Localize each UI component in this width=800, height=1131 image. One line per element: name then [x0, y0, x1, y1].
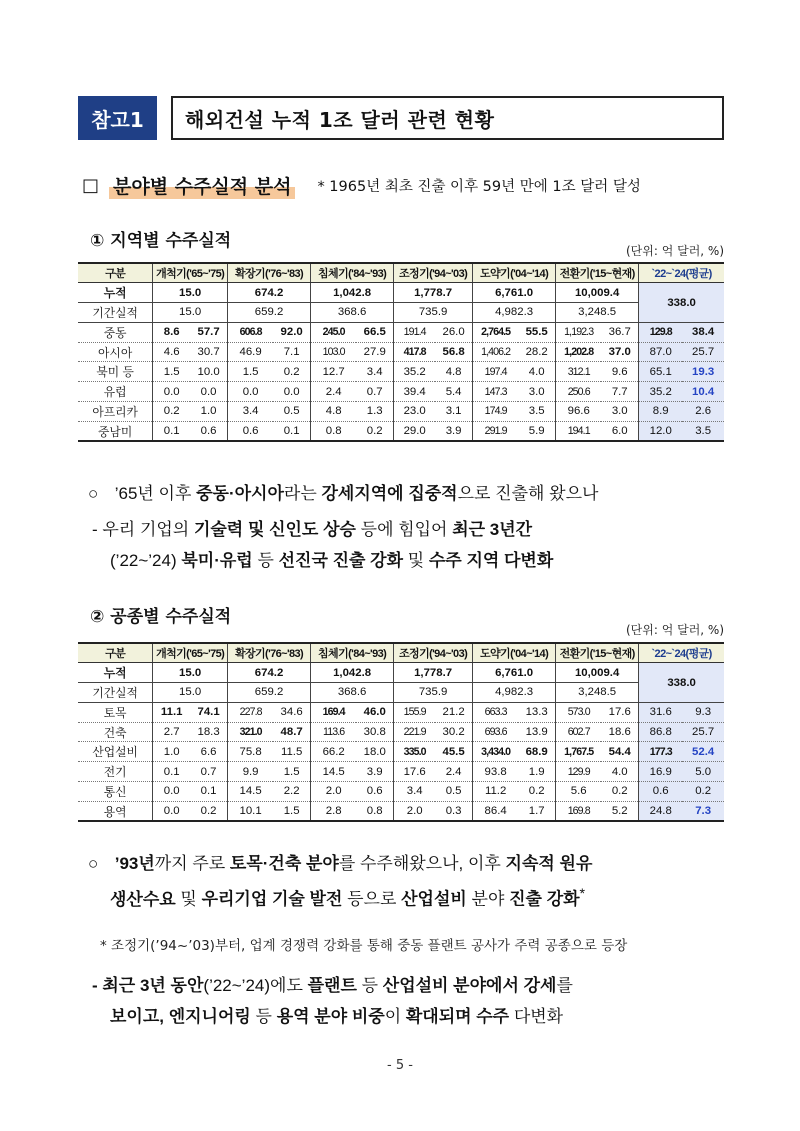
total-cell: 674.2 [228, 283, 311, 303]
value-cell: 0.0 [153, 382, 190, 402]
period-cell: 368.6 [311, 303, 394, 323]
table-row [78, 382, 724, 402]
table-row [78, 402, 724, 422]
row-label: 산업설비 [78, 742, 153, 762]
value-cell: 129.8 [639, 322, 683, 342]
value-cell: 24.8 [639, 801, 683, 821]
value-cell: 0.0 [153, 782, 190, 802]
value-cell: 26.0 [435, 322, 472, 342]
value-cell: 9.3 [682, 702, 724, 722]
value-cell: 1,767.5 [556, 742, 602, 762]
value-cell: 2.7 [153, 722, 190, 742]
value-cell: 312.1 [556, 362, 602, 382]
value-cell: 57.7 [190, 322, 227, 342]
row-label: 건축 [78, 722, 153, 742]
table1-unit: (단위: 억 달러, %) [625, 244, 724, 258]
value-cell: 30.7 [190, 342, 227, 362]
total-cell: 10,009.4 [556, 663, 639, 683]
value-cell: 19.3 [682, 362, 724, 382]
value-cell: 86.8 [639, 722, 683, 742]
value-cell: 3.5 [682, 421, 724, 441]
value-cell: 3.0 [518, 382, 555, 402]
value-cell: 6.0 [601, 421, 638, 441]
value-cell: 1.9 [518, 762, 555, 782]
row-label: 용역 [78, 801, 153, 821]
value-cell: 86.4 [473, 801, 519, 821]
value-cell: 4.8 [311, 402, 357, 422]
value-cell: 66.2 [311, 742, 357, 762]
value-cell: 93.8 [473, 762, 519, 782]
column-header: 구분 [78, 263, 153, 283]
value-cell: 602.7 [556, 722, 602, 742]
value-cell: 0.2 [682, 782, 724, 802]
row-label: 기간실적 [78, 683, 153, 703]
value-cell: 129.9 [556, 762, 602, 782]
value-cell: 1.5 [273, 762, 310, 782]
value-cell: 0.1 [273, 421, 310, 441]
value-cell: 1.3 [356, 402, 393, 422]
value-cell: 1,202.8 [556, 342, 602, 362]
value-cell: 6.6 [190, 742, 227, 762]
value-cell: 169.4 [311, 702, 357, 722]
value-cell: 0.8 [311, 421, 357, 441]
value-cell: 16.9 [639, 762, 683, 782]
value-cell: 0.6 [639, 782, 683, 802]
column-header: 침체기('84~'93) [311, 643, 394, 663]
value-cell: 35.2 [639, 382, 683, 402]
total-cell: 6,761.0 [473, 663, 556, 683]
value-cell: 29.0 [394, 421, 436, 441]
value-cell: 0.0 [153, 801, 190, 821]
value-cell: 194.1 [556, 421, 602, 441]
value-cell: 663.3 [473, 702, 519, 722]
value-cell: 4.6 [153, 342, 190, 362]
value-cell: 14.5 [228, 782, 274, 802]
period-cell: 735.9 [394, 303, 473, 323]
value-cell: 113.6 [311, 722, 357, 742]
value-cell: 10.4 [682, 382, 724, 402]
value-cell: 417.8 [394, 342, 436, 362]
value-cell: 3.4 [228, 402, 274, 422]
value-cell: 1.5 [228, 362, 274, 382]
value-cell: 30.2 [435, 722, 472, 742]
table-row [78, 742, 724, 762]
period-cell: 4,982.3 [473, 303, 556, 323]
table2-heading: ② 공종별 수주실적 [90, 607, 232, 627]
total-cell: 15.0 [153, 283, 228, 303]
value-cell: 96.6 [556, 402, 602, 422]
value-cell: 17.6 [394, 762, 436, 782]
value-cell: 74.1 [190, 702, 227, 722]
value-cell: 65.1 [639, 362, 683, 382]
value-cell: 227.8 [228, 702, 274, 722]
recent-total-cell: 338.0 [639, 283, 724, 323]
value-cell: 12.0 [639, 421, 683, 441]
total-cell: 674.2 [228, 663, 311, 683]
circle-bullet-icon: ○ [88, 854, 99, 873]
value-cell: 10.0 [190, 362, 227, 382]
table-row [78, 762, 724, 782]
value-cell: 11.1 [153, 702, 190, 722]
value-cell: 25.7 [682, 342, 724, 362]
period-cell: 368.6 [311, 683, 394, 703]
value-cell: 155.9 [394, 702, 436, 722]
row-label: 통신 [78, 782, 153, 802]
value-cell: 17.6 [601, 702, 638, 722]
value-cell: 48.7 [273, 722, 310, 742]
value-cell: 14.5 [311, 762, 357, 782]
work-type-detail-dash: - 최근 3년 동안(’22~’24)에도 플랜트 등 산업설비 분야에서 강세를 보이고, 엔지니어링 등 용역 분야 비중이 확대되며 수주 다변화 [92, 976, 573, 1026]
value-cell: 27.9 [356, 342, 393, 362]
circle-bullet-icon: ○ [88, 484, 99, 503]
value-cell: 0.6 [356, 782, 393, 802]
value-cell: 0.0 [190, 382, 227, 402]
value-cell: 5.2 [601, 801, 638, 821]
table1-heading: ① 지역별 수주실적 [90, 231, 232, 251]
value-cell: 1,406.2 [473, 342, 519, 362]
value-cell: 0.7 [356, 382, 393, 402]
value-cell: 7.7 [601, 382, 638, 402]
value-cell: 8.6 [153, 322, 190, 342]
table2-unit: (단위: 억 달러, %) [625, 623, 724, 637]
period-cell: 3,248.5 [556, 683, 639, 703]
value-cell: 291.9 [473, 421, 519, 441]
value-cell: 0.2 [153, 402, 190, 422]
column-header: 도약기('04~'14) [473, 263, 556, 283]
section-title: 분야별 수주실적 분석 [109, 172, 295, 199]
value-cell: 1.0 [190, 402, 227, 422]
row-label: 토목 [78, 702, 153, 722]
value-cell: 2,764.5 [473, 322, 519, 342]
value-cell: 0.7 [190, 762, 227, 782]
column-header: 조정기('94~'03) [394, 263, 473, 283]
value-cell: 13.9 [518, 722, 555, 742]
value-cell: 1.7 [518, 801, 555, 821]
period-cell: 15.0 [153, 683, 228, 703]
value-cell: 1,192.3 [556, 322, 602, 342]
value-cell: 245.0 [311, 322, 357, 342]
value-cell: 197.4 [473, 362, 519, 382]
column-header: 개척기('65~'75) [153, 263, 228, 283]
period-cell: 15.0 [153, 303, 228, 323]
value-cell: 0.5 [273, 402, 310, 422]
value-cell: 11.2 [473, 782, 519, 802]
region-table [78, 262, 724, 442]
value-cell: 147.3 [473, 382, 519, 402]
table-row [78, 782, 724, 802]
value-cell: 35.2 [394, 362, 436, 382]
row-label: 중남미 [78, 421, 153, 441]
value-cell: 0.2 [273, 362, 310, 382]
work-type-table [78, 642, 724, 822]
value-cell: 3.4 [394, 782, 436, 802]
value-cell: 23.0 [394, 402, 436, 422]
column-header: 확장기('76~'83) [228, 263, 311, 283]
row-label: 아시아 [78, 342, 153, 362]
value-cell: 2.2 [273, 782, 310, 802]
value-cell: 4.0 [601, 762, 638, 782]
value-cell: 18.6 [601, 722, 638, 742]
value-cell: 0.6 [190, 421, 227, 441]
value-cell: 13.3 [518, 702, 555, 722]
period-cell: 659.2 [228, 303, 311, 323]
column-header: 구분 [78, 643, 153, 663]
value-cell: 250.6 [556, 382, 602, 402]
value-cell: 4.8 [435, 362, 472, 382]
value-cell: 321.0 [228, 722, 274, 742]
value-cell: 39.4 [394, 382, 436, 402]
value-cell: 46.0 [356, 702, 393, 722]
value-cell: 45.5 [435, 742, 472, 762]
value-cell: 2.4 [435, 762, 472, 782]
value-cell: 87.0 [639, 342, 683, 362]
row-label: 누적 [78, 283, 153, 303]
value-cell: 3.5 [518, 402, 555, 422]
value-cell: 28.2 [518, 342, 555, 362]
value-cell: 54.4 [601, 742, 638, 762]
value-cell: 0.2 [601, 782, 638, 802]
value-cell: 7.1 [273, 342, 310, 362]
title-banner [78, 96, 724, 140]
total-cell: 1,778.7 [394, 663, 473, 683]
value-cell: 34.6 [273, 702, 310, 722]
table-row [78, 342, 724, 362]
region-detail-dash: - 우리 기업의 기술력 및 신인도 상승 등에 힘입어 최근 3년간 (’22~’24) 북미·유럽 등 선진국 진출 강화 및 수주 지역 다변화 [92, 520, 554, 570]
value-cell: 335.0 [394, 742, 436, 762]
value-cell: 7.3 [682, 801, 724, 821]
value-cell: 0.2 [190, 801, 227, 821]
period-cell: 4,982.3 [473, 683, 556, 703]
column-header: 전환기('15~현재) [556, 643, 639, 663]
value-cell: 0.1 [153, 762, 190, 782]
value-cell: 0.8 [356, 801, 393, 821]
table-row [78, 722, 724, 742]
value-cell: 0.2 [356, 421, 393, 441]
total-cell: 6,761.0 [473, 283, 556, 303]
value-cell: 0.6 [228, 421, 274, 441]
value-cell: 2.4 [311, 382, 357, 402]
value-cell: 693.6 [473, 722, 519, 742]
value-cell: 4.0 [518, 362, 555, 382]
value-cell: 66.5 [356, 322, 393, 342]
column-header: 확장기('76~'83) [228, 643, 311, 663]
value-cell: 174.9 [473, 402, 519, 422]
page-title: 해외건설 누적 1조 달러 관련 현황 [171, 96, 724, 140]
value-cell: 25.7 [682, 722, 724, 742]
value-cell: 3,434.0 [473, 742, 519, 762]
region-summary-bullet: ○ ’65년 이후 중동·아시아라는 강세지역에 집중적으로 진출해 왔으나 [88, 478, 738, 509]
section-heading [82, 172, 732, 199]
total-cell: 10,009.4 [556, 283, 639, 303]
value-cell: 1.0 [153, 742, 190, 762]
checkbox-square-icon: □ [82, 175, 100, 196]
value-cell: 2.6 [682, 402, 724, 422]
value-cell: 92.0 [273, 322, 310, 342]
value-cell: 18.0 [356, 742, 393, 762]
value-cell: 46.9 [228, 342, 274, 362]
row-label: 아프리카 [78, 402, 153, 422]
row-label: 기간실적 [78, 303, 153, 323]
table-row [78, 322, 724, 342]
value-cell: 5.0 [682, 762, 724, 782]
value-cell: 0.5 [435, 782, 472, 802]
total-cell: 1,778.7 [394, 283, 473, 303]
column-header: 도약기('04~'14) [473, 643, 556, 663]
value-cell: 0.0 [228, 382, 274, 402]
work-type-summary-bullet: ○ ’93년까지 주로 토목·건축 분야를 수주해왔으나, 이후 지속적 원유 생산수요 및 우리기업 기술 발전 등으로 산업설비 분야 진출 강화* [88, 848, 738, 915]
value-cell: 30.8 [356, 722, 393, 742]
value-cell: 9.9 [228, 762, 274, 782]
value-cell: 37.0 [601, 342, 638, 362]
row-label: 전기 [78, 762, 153, 782]
value-cell: 573.0 [556, 702, 602, 722]
column-header: 개척기('65~'75) [153, 643, 228, 663]
value-cell: 2.8 [311, 801, 357, 821]
value-cell: 3.0 [601, 402, 638, 422]
value-cell: 191.4 [394, 322, 436, 342]
value-cell: 9.6 [601, 362, 638, 382]
total-cell: 15.0 [153, 663, 228, 683]
value-cell: 606.8 [228, 322, 274, 342]
value-cell: 0.1 [153, 421, 190, 441]
row-label: 누적 [78, 663, 153, 683]
value-cell: 1.5 [273, 801, 310, 821]
value-cell: 103.0 [311, 342, 357, 362]
period-cell: 659.2 [228, 683, 311, 703]
value-cell: 38.4 [682, 322, 724, 342]
value-cell: 21.2 [435, 702, 472, 722]
row-label: 유럽 [78, 382, 153, 402]
value-cell: 3.9 [356, 762, 393, 782]
recent-total-cell: 338.0 [639, 663, 724, 703]
value-cell: 3.4 [356, 362, 393, 382]
value-cell: 31.6 [639, 702, 683, 722]
column-header: `22~`24(평균) [639, 263, 724, 283]
total-cell: 1,042.8 [311, 283, 394, 303]
value-cell: 3.9 [435, 421, 472, 441]
value-cell: 11.5 [273, 742, 310, 762]
value-cell: 0.0 [273, 382, 310, 402]
value-cell: 56.8 [435, 342, 472, 362]
row-label: 중동 [78, 322, 153, 342]
value-cell: 2.0 [394, 801, 436, 821]
value-cell: 55.5 [518, 322, 555, 342]
table-row [78, 801, 724, 821]
table-row [78, 421, 724, 441]
value-cell: 18.3 [190, 722, 227, 742]
footnote: * 조정기(’94~’03)부터, 업계 경쟁력 강화를 통해 중동 플랜트 공사가 주력 공종으로 등장 [100, 938, 628, 954]
column-header: 조정기('94~'03) [394, 643, 473, 663]
value-cell: 68.9 [518, 742, 555, 762]
period-cell: 735.9 [394, 683, 473, 703]
value-cell: 0.3 [435, 801, 472, 821]
value-cell: 2.0 [311, 782, 357, 802]
table-row [78, 362, 724, 382]
page-number: - 5 - [387, 1058, 413, 1073]
value-cell: 0.1 [190, 782, 227, 802]
value-cell: 36.7 [601, 322, 638, 342]
value-cell: 1.5 [153, 362, 190, 382]
table-row [78, 702, 724, 722]
value-cell: 12.7 [311, 362, 357, 382]
value-cell: 52.4 [682, 742, 724, 762]
value-cell: 221.9 [394, 722, 436, 742]
value-cell: 177.3 [639, 742, 683, 762]
value-cell: 0.2 [518, 782, 555, 802]
period-cell: 3,248.5 [556, 303, 639, 323]
value-cell: 10.1 [228, 801, 274, 821]
value-cell: 5.4 [435, 382, 472, 402]
value-cell: 5.9 [518, 421, 555, 441]
total-cell: 1,042.8 [311, 663, 394, 683]
column-header: `22~`24(평균) [639, 643, 724, 663]
row-label: 북미 등 [78, 362, 153, 382]
value-cell: 5.6 [556, 782, 602, 802]
section-note: * 1965년 최초 진출 이후 59년 만에 1조 달러 달성 [317, 179, 641, 195]
value-cell: 75.8 [228, 742, 274, 762]
value-cell: 3.1 [435, 402, 472, 422]
value-cell: 169.8 [556, 801, 602, 821]
column-header: 전환기('15~현재) [556, 263, 639, 283]
value-cell: 8.9 [639, 402, 683, 422]
column-header: 침체기('84~'93) [311, 263, 394, 283]
reference-badge: 참고1 [78, 96, 157, 140]
